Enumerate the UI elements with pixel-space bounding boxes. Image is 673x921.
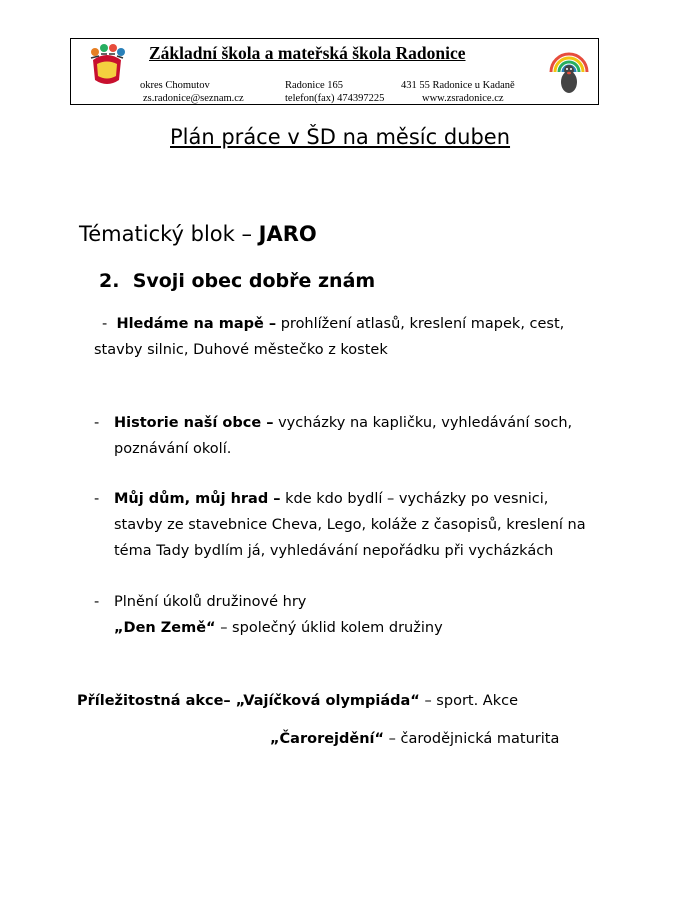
bullet: -	[94, 594, 100, 610]
address: Radonice 165	[285, 80, 344, 91]
section-heading	[99, 270, 375, 292]
item-title: Hledáme na mapě –	[116, 316, 277, 332]
website: www.zsradonice.cz	[422, 93, 504, 104]
occasion-line	[270, 731, 559, 747]
occasion-event-title: „Čarorejdění“	[270, 731, 385, 747]
block-name: JARO	[258, 222, 317, 246]
postal-address: 431 55 Radonice u Kadaně	[401, 80, 515, 91]
block-label: Tématický blok –	[79, 222, 259, 246]
item-text: téma Tady bydlím já, vyhledávání nepořádku při vycházkách	[114, 543, 554, 559]
bullet: -	[94, 415, 100, 431]
occasion-event-desc: – sport. Akce	[419, 693, 519, 709]
item-text: poznávání okolí.	[114, 441, 232, 457]
item-text: – společný úklid kolem družiny	[215, 620, 443, 636]
district: okres Chomutov	[140, 80, 210, 91]
school-name: Základní škola a mateřská škola Radonice	[149, 43, 466, 63]
rainbow-mole-logo-icon	[547, 42, 591, 96]
item-text: stavby ze stavebnice Cheva, Lego, koláže z časopisů, kreslení na	[114, 517, 586, 533]
children-logo-icon	[87, 42, 127, 86]
item-text: prohlížení atlasů, kreslení mapek, cest,	[276, 316, 565, 332]
occasion-event-desc: – čarodějnická maturita	[384, 731, 560, 747]
list-item	[114, 410, 572, 436]
thematic-block	[79, 222, 317, 246]
occasion-line	[77, 693, 518, 709]
email: zs.radonice@seznam.cz	[143, 93, 244, 104]
section-name: Svoji obec dobře znám	[132, 270, 376, 292]
item-text: kde kdo bydlí – vycházky po vesnici,	[280, 491, 549, 507]
page-title: Plán práce v ŠD na měsíc duben	[170, 125, 511, 149]
item-text: vycházky na kapličku, vyhledávání soch,	[273, 415, 573, 431]
item-text: stavby silnic, Duhové městečko z kostek	[94, 342, 388, 358]
list-item	[114, 486, 548, 512]
list-item	[102, 311, 564, 337]
bullet: -	[102, 316, 108, 332]
item-title: Můj dům, můj hrad –	[114, 491, 281, 507]
list-item	[114, 615, 443, 641]
letterhead	[70, 38, 599, 105]
bullet: -	[94, 491, 100, 507]
phone: telefon(fax) 474397225	[285, 93, 385, 104]
section-number: 2.	[99, 270, 120, 292]
occasion-label: Příležitostná akce–	[77, 693, 236, 709]
item-text: Plnění úkolů družinové hry	[114, 594, 307, 610]
occasion-event-title: „Vajíčková olympiáda“	[235, 693, 420, 709]
item-title: „Den Země“	[114, 620, 216, 636]
item-title: Historie naší obce –	[114, 415, 274, 431]
